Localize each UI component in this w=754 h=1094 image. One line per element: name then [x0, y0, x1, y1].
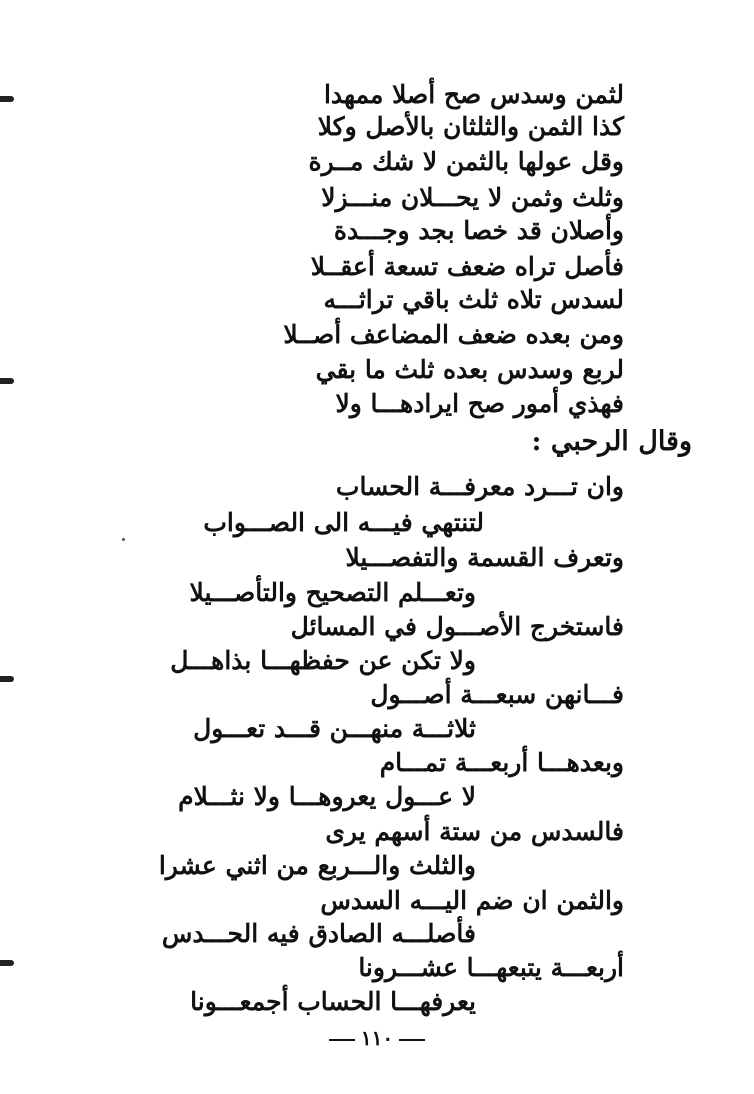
verse-line: والثلث والـــربع من اثني عشرا: [158, 851, 476, 880]
section-heading: وقال الرحبي :: [531, 426, 692, 457]
margin-mark: [0, 676, 14, 682]
verse-line: وتعرف القسمة والتفصـــيلا: [345, 543, 624, 572]
page-number: [0, 1026, 754, 1050]
verse-line: يعرفهـــا الحساب أجمعـــونا: [190, 987, 476, 1016]
verse-line: فهذي أمور صح ايرادهـــا ولا: [335, 389, 624, 418]
verse-line: ثلاثـــة منهـــن قـــد تعـــول: [193, 714, 476, 743]
verse-line: فأصل تراه ضعف تسعة أعقــلا: [310, 252, 624, 281]
verse-line: وقل عولها بالثمن لا شك مــرة: [308, 147, 624, 176]
dash-decoration: [399, 1039, 425, 1041]
verse-line: أربعـــة يتبعهـــا عشـــرونا: [358, 953, 624, 982]
verse-line: لسدس تلاه ثلث باقي تراثـــه: [323, 285, 624, 314]
verse-line: لتنتهي فيـــه الى الصـــواب: [203, 508, 484, 537]
verse-line: كذا الثمن والثلثان بالأصل وكلا: [317, 112, 624, 141]
verse-line: فالسدس من ستة أسهم يرى: [325, 817, 624, 846]
verse-line: وتعـــلم التصحيح والتأصـــيلا: [189, 578, 476, 607]
verse-line: وبعدهـــا أربعـــة تمـــام: [379, 748, 624, 777]
verse-line: ومن بعده ضعف المضاعف أصــلا: [283, 320, 624, 349]
verse-line: ولا تكن عن حفظهـــا بذاهـــل: [170, 646, 476, 675]
margin-mark: [0, 96, 14, 102]
page-number-value: ١١٠: [360, 1026, 394, 1050]
scan-speck: [122, 538, 125, 541]
verse-line: والثمن ان ضم اليـــه السدس: [320, 886, 624, 915]
dash-decoration: [329, 1039, 355, 1041]
verse-line: لربع وسدس بعده ثلث ما بقي: [315, 355, 624, 384]
verse-line: وثلث وثمن لا يحـــلان منـــزلا: [321, 183, 624, 212]
verse-line: لا عـــول يعروهـــا ولا نثـــلام: [178, 782, 476, 811]
verse-line: فأصلـــه الصادق فيه الحـــدس: [161, 919, 476, 948]
verse-line: فـــانهن سبعـــة أصـــول: [370, 680, 624, 709]
verse-line: وان تـــرد معرفـــة الحساب: [335, 472, 624, 501]
verse-line: فاستخرج الأصـــول في المسائل: [290, 612, 624, 641]
verse-line: لثمن وسدس صح أصلا ممهدا: [323, 80, 624, 109]
margin-mark: [0, 960, 14, 966]
margin-mark: [0, 378, 14, 384]
verse-line: وأصلان قد خصا بجد وجـــدة: [333, 216, 624, 245]
